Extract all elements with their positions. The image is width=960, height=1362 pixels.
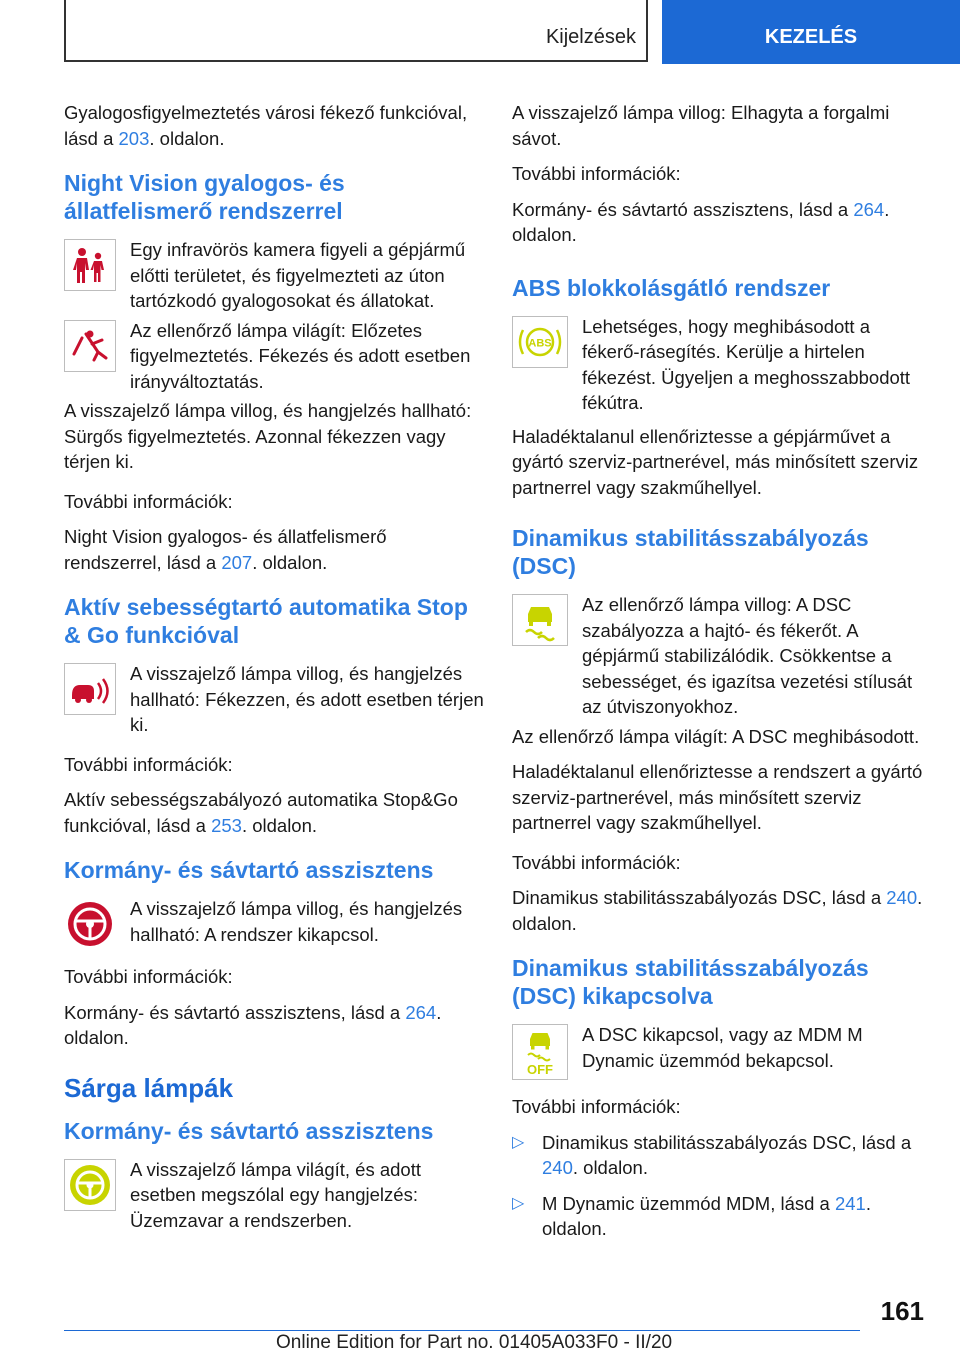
night-vision-more: További információk: [64,490,233,512]
heading-yellow-lamps: Sárga lámpák [64,1072,234,1103]
dsc-off-icon [512,1024,568,1080]
page-link[interactable]: 253 [211,814,242,836]
abs-text: Lehetséges, hogy meghibásodott a fékerő-rásegítés. Kerülje a hirtelen fékezést. Ügyeljen a meghosszabbodott fékútra. [582,315,911,413]
page-link[interactable]: 264 [405,1001,437,1023]
abs-icon [512,316,568,368]
lane-ref: Kormány- és sávtartó asszisztens, lásd a 264. oldalon. [512,198,890,245]
list-item: ▷ Dinamikus stabilitásszabályozás DSC, lásd a 240. oldalon. [512,1130,926,1181]
steering-red-ref: Kormány- és sávtartó asszisztens, lásd a 264. oldalon. [64,1001,442,1048]
night-vision-paragraph: A visszajelző lámpa villog, és hangjelzés hallható: Sürgős figyelmeztetés. Azonnal fékezzen vagy térjen ki. [64,400,472,472]
page-link[interactable]: 241 [834,1192,866,1214]
night-vision-text-1: Egy infravörös kamera figyeli a gépjármű előtti területet, és figyelmezteti az úton tartózkodó gyalogosokat és állatokat. [130,239,466,311]
chapter-tab-label: KEZELÉS [764,25,858,48]
lane-continuation: A visszajelző lámpa villog: Elhagyta a forgalmi sávot. [512,102,890,149]
dsc-icon [512,594,568,646]
heading-dsc: Dinamikus stabilitásszabályozás (DSC) [512,525,869,579]
triangle-bullet-icon: ▷ [512,1133,525,1151]
dsc-off-block [512,1022,926,1080]
section-title: Kijelzések [545,26,636,48]
heading-steering-red: Kormány- és sávtartó asszisztens [64,857,434,883]
dsc-off-more: További információk: [512,1096,681,1117]
svg-text:OFF: OFF [527,1062,553,1077]
steering-wheel-red-icon [64,898,116,950]
page-link[interactable]: 240 [542,1157,573,1178]
heading-steering-yellow: Kormány- és sávtartó asszisztens [64,1117,434,1144]
night-vision-pedestrian-block [64,237,484,314]
dsc-text: Az ellenőrző lámpa villog: A DSC szabályozza a hajtó- és fékerőt. A gépjármű stabilizálódik. Csökkentse a sebességet, és igazítsa vezetési stílusát az útviszonyokhoz. [582,594,913,717]
left-column [64,100,484,1237]
list-item: ▷ M Dynamic üzemmód MDM, lásd a 241. oldalon. [512,1191,926,1242]
dsc-block [512,592,926,720]
dsc-off-text: A DSC kikapcsol, vagy az MDM M Dynamic üzemmód bekapcsol. [582,1024,863,1071]
abs-paragraph: Haladéktalanul ellenőriztesse a gépjárművet a gyártó szerviz-partnerével, más minősített szerviz partnerrel vagy szakműhellyel. [512,425,919,498]
page-link[interactable]: 264 [853,198,885,220]
pedestrian-warning-icon [64,320,116,372]
pedestrians-icon [64,239,116,291]
acc-more: További információk: [64,753,233,775]
chapter-tab[interactable] [662,0,960,64]
svg-text:ABS: ABS [528,337,552,349]
night-vision-ref: Night Vision gyalogos- és állatfelismerő rendszerrel, lásd a 207. oldalon. [64,526,387,573]
steering-wheel-yellow-icon [64,1159,116,1211]
page-number: 161 [880,1296,924,1326]
dsc-paragraph-1: Az ellenőrző lámpa világít: A DSC meghibásodott. [512,725,920,747]
steering-yellow-text: A visszajelző lámpa világít, és adott esetben megszólal egy hangjelzés: Üzemzavar a rendszerben. [130,1158,422,1231]
page-link[interactable]: 203 [118,127,150,149]
page-link[interactable]: 207 [221,551,253,573]
dsc-more: További információk: [512,851,681,873]
page-header [0,0,960,66]
steering-yellow-block [64,1157,484,1234]
heading-acc: Aktív sebességtartó automatika Stop & Go funkcióval [64,594,468,648]
abs-block [512,314,926,416]
heading-abs: ABS blokkolásgátló rendszer [512,274,831,301]
steering-red-text: A visszajelző lámpa villog, és hangjelzés hallható: A rendszer kikapcsol. [130,898,463,945]
night-vision-text-2: Az ellenőrző lámpa világít: Előzetes figyelmeztetés. Fékezés és adott esetben irányváltoztatás. [130,319,471,392]
acc-block [64,661,484,738]
right-column [512,100,926,1252]
heading-night-vision: Night Vision gyalogos- és állatfelismerő rendszerrel [64,170,345,224]
steering-red-block [64,896,484,950]
triangle-bullet-icon: ▷ [512,1194,525,1212]
page-link[interactable]: 240 [886,887,918,908]
edition-note: Online Edition for Part no. 01405A033F0 - II/20 [276,1332,673,1353]
dsc-paragraph-2: Haladéktalanul ellenőriztesse a rendszert a gyártó szerviz-partnerével, más minősített szerviz partnerrel vagy szakműhellyel. [512,761,923,833]
steering-red-more: További információk: [64,966,233,987]
night-vision-warning-block [64,318,484,395]
heading-dsc-off: Dinamikus stabilitásszabályozás (DSC) kikapcsolva [512,955,869,1009]
acc-ref: Aktív sebességszabályozó automatika Stop&Go funkcióval, lásd a 253. oldalon. [64,789,458,836]
collision-warning-icon [64,663,116,715]
acc-text: A visszajelző lámpa villog, és hangjelzés hallható: Fékezzen, és adott esetben térjen ki. [130,663,484,735]
lane-more: További információk: [512,163,681,184]
intro-paragraph: Gyalogosfigyelmeztetés városi fékező funkcióval, lásd a 203. oldalon. [64,102,468,149]
dsc-ref: Dinamikus stabilitásszabályozás DSC, lásd a 240. oldalon. [512,887,923,934]
footer-divider [64,1330,860,1331]
